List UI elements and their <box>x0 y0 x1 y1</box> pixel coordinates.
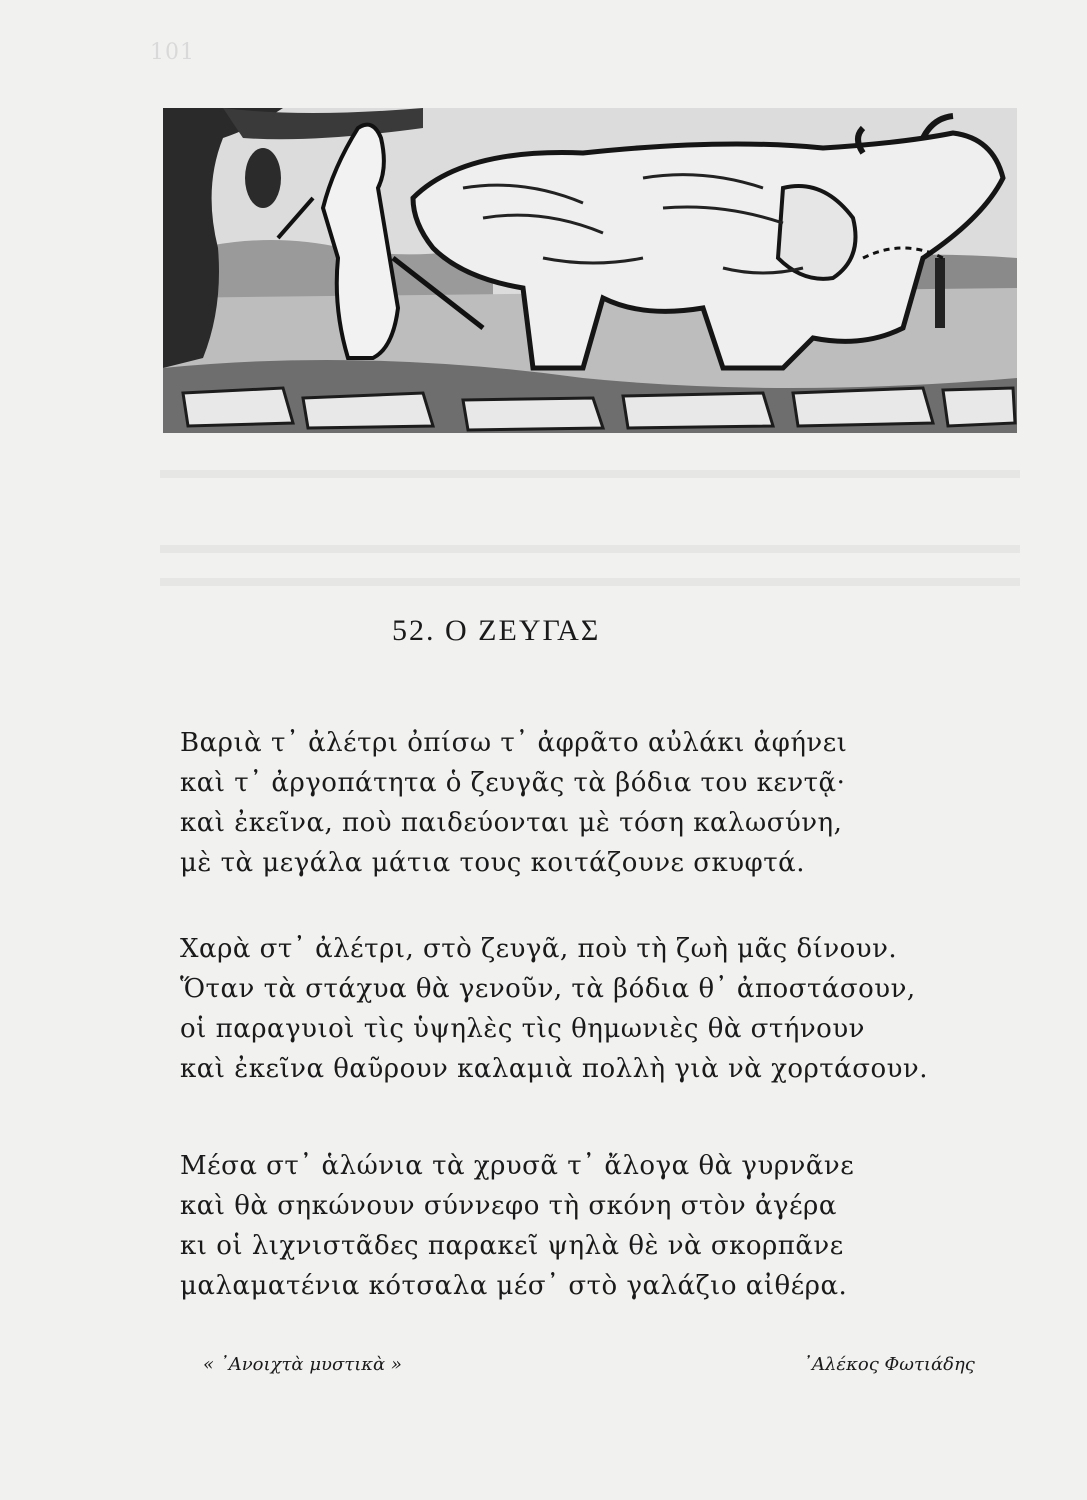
poem-line: Μέσα στ᾿ ἁλώνια τὰ χρυσᾶ τ᾿ ἄλογα θὰ γυρνᾶνε <box>180 1151 855 1181</box>
bleed-through-shadow <box>160 578 1020 586</box>
poem-line: μὲ τὰ μεγάλα μάτια τους κοιτάζουνε σκυφτά. <box>180 848 805 878</box>
poem-line: κι οἱ λιχνιστᾶδες παρακεῖ ψηλὰ θὲ νὰ σκορπᾶνε <box>180 1231 844 1261</box>
poem-source: « ᾿Ανοιχτὰ μυστικὰ » <box>203 1354 402 1375</box>
poem-author: ᾿Αλέκος Φωτιάδης <box>803 1354 975 1375</box>
woodcut-ploughing-oxen-icon <box>163 108 1017 433</box>
stanza <box>180 1146 980 1306</box>
stanza <box>180 929 980 1089</box>
poem-line: καὶ ἐκεῖνα θαῦρουν καλαμιὰ πολλὴ γιὰ νὰ χορτάσουν. <box>180 1054 928 1084</box>
poem-line: καὶ ἐκεῖνα, ποὺ παιδεύονται μὲ τόση καλωσύνη, <box>180 808 843 838</box>
poem-line: καὶ τ᾿ ἀργοπάτητα ὁ ζευγᾶς τὰ βόδια του κεντᾷ· <box>180 768 846 798</box>
page-number: 101 <box>150 40 195 65</box>
stanza <box>180 723 980 883</box>
woodcut-illustration <box>163 108 1017 433</box>
poem-line: οἱ παραγυιοὶ τὶς ὑψηλὲς τὶς θημωνιὲς θὰ στήνουν <box>180 1014 865 1044</box>
poem-line: καὶ θὰ σηκώνουν σύννεφο τὴ σκόνη στὸν ἀγέρα <box>180 1191 837 1221</box>
bleed-through-shadow <box>160 470 1020 478</box>
poem-line: Χαρὰ στ᾿ ἀλέτρι, στὸ ζευγᾶ, ποὺ τὴ ζωὴ μᾶς δίνουν. <box>180 934 898 964</box>
poem-line: μαλαματένια κότσαλα μέσ᾿ στὸ γαλάζιο αἰθέρα. <box>180 1271 848 1301</box>
bleed-through-shadow <box>160 545 1020 553</box>
poem-line: Ὅταν τὰ στάχυα θὰ γενοῦν, τὰ βόδια θ᾿ ἀποστάσουν, <box>180 974 916 1004</box>
poem-title: 52. Ο ΖΕΥΓΑΣ <box>392 614 601 647</box>
poem-line: Βαριὰ τ᾿ ἀλέτρι ὀπίσω τ᾿ ἀφρᾶτο αὐλάκι ἀφήνει <box>180 728 848 758</box>
